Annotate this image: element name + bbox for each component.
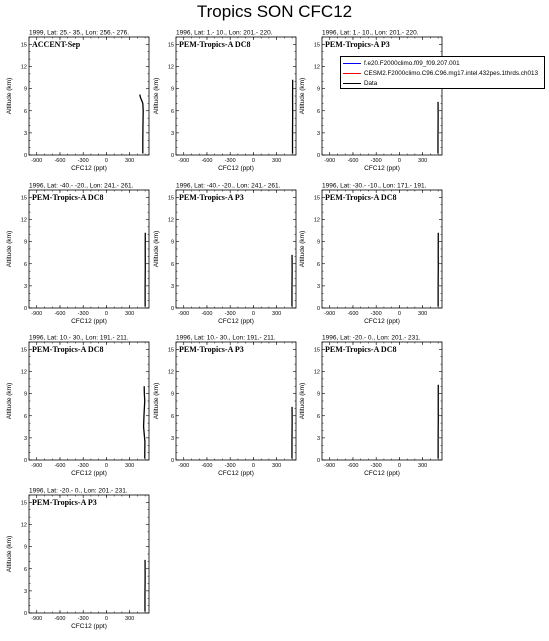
legend-swatch <box>343 73 361 74</box>
x-tick-label: -900 <box>324 158 336 164</box>
x-axis-label: CFC12 (ppt) <box>71 165 107 172</box>
plot-frame <box>322 342 442 460</box>
x-axis-label: CFC12 (ppt) <box>218 470 254 477</box>
x-tick-label: 0 <box>251 158 255 164</box>
y-tick-label: 3 <box>23 588 27 595</box>
y-axis-label: Altitude (km) <box>299 230 306 268</box>
panel-title: 1996, Lat: -40.- -20., Lon: 241.- 261. <box>176 182 281 190</box>
x-tick-label: -300 <box>77 616 89 622</box>
legend-item <box>343 58 460 68</box>
y-tick-label: 15 <box>313 347 320 354</box>
y-tick-label: 6 <box>316 261 320 268</box>
y-tick-label: 3 <box>170 283 174 290</box>
x-tick-label: -900 <box>31 616 43 622</box>
y-tick-label: 3 <box>316 283 320 290</box>
y-axis-label: Altitude (km) <box>6 230 13 268</box>
series-line <box>144 386 145 458</box>
legend-label: f.e20.F2000climo.f09_f09.207.001 <box>364 59 460 67</box>
y-tick-label: 15 <box>313 195 320 202</box>
y-tick-label: 6 <box>316 108 320 115</box>
x-tick-label: 300 <box>125 616 135 622</box>
y-tick-label: 9 <box>170 239 174 246</box>
plot-frame <box>322 190 442 308</box>
y-tick-label: 9 <box>23 239 27 246</box>
y-tick-label: 15 <box>313 42 320 49</box>
x-tick-label: -600 <box>54 311 66 317</box>
x-tick-label: 300 <box>125 158 135 164</box>
y-axis-label: Altitude (km) <box>299 77 306 115</box>
x-tick-label: 0 <box>104 616 108 622</box>
panel-title: 1996, Lat: 10.- 30., Lon: 191.- 211. <box>176 334 276 342</box>
y-tick-label: 6 <box>170 261 174 268</box>
x-axis-label: CFC12 (ppt) <box>71 318 107 325</box>
y-tick-label: 9 <box>170 391 174 398</box>
y-tick-label: 12 <box>313 369 320 376</box>
panel-title: 1996, Lat: 10.- 30., Lon: 191.- 211. <box>29 334 129 342</box>
x-tick-label: 300 <box>272 158 282 164</box>
y-axis-label: Altitude (km) <box>299 382 306 420</box>
x-tick-label: -300 <box>77 463 89 469</box>
y-tick-label: 15 <box>20 42 27 49</box>
y-tick-label: 3 <box>170 130 174 137</box>
x-axis-label: CFC12 (ppt) <box>364 470 400 477</box>
panel-label: PEM-Tropics-A P3 <box>32 498 97 507</box>
y-tick-label: 12 <box>167 217 174 224</box>
plot-frame <box>29 495 149 613</box>
x-tick-label: 300 <box>272 463 282 469</box>
x-tick-label: -300 <box>370 463 382 469</box>
x-tick-label: -600 <box>201 463 213 469</box>
panel-title: 1996, Lat: 1.- 10., Lon: 201.- 220. <box>322 29 419 37</box>
x-tick-label: 0 <box>104 158 108 164</box>
chart-legend <box>340 56 545 89</box>
panel-label: PEM-Tropics-A DC8 <box>325 345 397 354</box>
y-tick-label: 9 <box>316 391 320 398</box>
y-tick-label: 3 <box>170 435 174 442</box>
y-axis-label: Altitude (km) <box>153 77 160 115</box>
y-tick-label: 9 <box>170 86 174 93</box>
x-tick-label: -600 <box>54 463 66 469</box>
x-tick-label: -900 <box>31 463 43 469</box>
x-tick-label: -300 <box>77 311 89 317</box>
x-tick-label: -600 <box>201 158 213 164</box>
x-tick-label: -900 <box>31 158 43 164</box>
x-tick-label: -300 <box>77 158 89 164</box>
y-tick-label: 3 <box>23 283 27 290</box>
panel-label: PEM-Tropics-A DC8 <box>179 40 251 49</box>
panel-title: 1996, Lat: -20.- 0., Lon: 201.- 231. <box>29 487 128 495</box>
panel-label: PEM-Tropics-A DC8 <box>32 345 104 354</box>
y-tick-label: 12 <box>313 217 320 224</box>
x-tick-label: -900 <box>178 311 190 317</box>
x-tick-label: -300 <box>224 463 236 469</box>
x-tick-label: 0 <box>397 158 401 164</box>
y-tick-label: 12 <box>20 369 27 376</box>
y-tick-label: 6 <box>23 566 27 573</box>
y-tick-label: 15 <box>167 42 174 49</box>
x-tick-label: 300 <box>418 463 428 469</box>
panel-title: 1996, Lat: 1.- 10., Lon: 201.- 220. <box>176 29 273 37</box>
chart-panel <box>6 30 149 173</box>
x-tick-label: 0 <box>397 463 401 469</box>
x-tick-label: -300 <box>370 158 382 164</box>
legend-label: Data <box>364 79 378 87</box>
y-tick-label: 0 <box>316 153 320 159</box>
y-axis-label: Altitude (km) <box>6 382 13 420</box>
page-title: Tropics SON CFC12 <box>196 2 353 21</box>
panel-label: PEM-Tropics-A P3 <box>325 40 390 49</box>
plot-frame <box>176 190 296 308</box>
y-tick-label: 0 <box>316 306 320 312</box>
chart-panel <box>6 488 149 631</box>
y-axis-label: Altitude (km) <box>6 535 13 573</box>
y-tick-label: 15 <box>167 195 174 202</box>
chart-panel <box>153 183 296 326</box>
y-tick-label: 12 <box>20 522 27 529</box>
y-tick-label: 9 <box>23 544 27 551</box>
x-tick-label: 300 <box>418 311 428 317</box>
x-tick-label: -900 <box>178 158 190 164</box>
y-tick-label: 3 <box>23 435 27 442</box>
panel-label: PEM-Tropics-A P3 <box>179 193 244 202</box>
plot-frame <box>176 342 296 460</box>
x-tick-label: -600 <box>347 463 359 469</box>
x-tick-label: -900 <box>324 311 336 317</box>
y-tick-label: 0 <box>23 306 27 312</box>
y-tick-label: 12 <box>20 217 27 224</box>
y-tick-label: 9 <box>23 391 27 398</box>
y-tick-label: 0 <box>170 153 174 159</box>
x-tick-label: 0 <box>251 311 255 317</box>
y-tick-label: 3 <box>316 435 320 442</box>
y-tick-label: 0 <box>170 458 174 464</box>
x-tick-label: -900 <box>31 311 43 317</box>
x-axis-label: CFC12 (ppt) <box>218 165 254 172</box>
x-tick-label: 300 <box>418 158 428 164</box>
y-tick-label: 12 <box>20 64 27 71</box>
x-axis-label: CFC12 (ppt) <box>218 318 254 325</box>
y-tick-label: 12 <box>313 64 320 71</box>
panel-title: 1996, Lat: -40.- -20., Lon: 241.- 261. <box>29 182 134 190</box>
y-tick-label: 9 <box>316 86 320 93</box>
x-axis-label: CFC12 (ppt) <box>71 470 107 477</box>
x-tick-label: -600 <box>347 311 359 317</box>
x-tick-label: 0 <box>251 463 255 469</box>
x-tick-label: -300 <box>224 311 236 317</box>
y-tick-label: 6 <box>170 413 174 420</box>
x-tick-label: -600 <box>201 311 213 317</box>
series-line <box>140 95 143 154</box>
x-tick-label: -600 <box>54 616 66 622</box>
y-tick-label: 3 <box>23 130 27 137</box>
chart-panel <box>299 30 442 173</box>
panel-title: 1999, Lat: 25.- 35., Lon: 256.- 276. <box>29 29 130 37</box>
x-tick-label: 0 <box>104 311 108 317</box>
y-tick-label: 15 <box>20 195 27 202</box>
chart-panel <box>153 30 296 173</box>
y-tick-label: 15 <box>167 347 174 354</box>
plot-frame <box>176 37 296 155</box>
chart-panel <box>153 335 296 478</box>
panel-label: PEM-Tropics-A DC8 <box>325 193 397 202</box>
y-tick-label: 3 <box>316 130 320 137</box>
chart-panel <box>299 335 442 478</box>
y-tick-label: 6 <box>170 108 174 115</box>
y-tick-label: 12 <box>167 64 174 71</box>
x-axis-label: CFC12 (ppt) <box>364 318 400 325</box>
plot-frame <box>322 37 442 155</box>
panel-label: PEM-Tropics-A P3 <box>179 345 244 354</box>
y-axis-label: Altitude (km) <box>153 230 160 268</box>
y-tick-label: 0 <box>23 611 27 617</box>
legend-item <box>343 78 377 88</box>
legend-item <box>343 68 538 78</box>
legend-label: CESM2.F2000climo.C96.C96.mg17.intel.432pes.1thrds.ch013 <box>364 69 538 77</box>
plot-frame <box>29 342 149 460</box>
x-tick-label: -300 <box>224 158 236 164</box>
y-tick-label: 0 <box>316 458 320 464</box>
y-tick-label: 0 <box>170 306 174 312</box>
x-tick-label: 300 <box>125 311 135 317</box>
y-tick-label: 0 <box>23 153 27 159</box>
y-tick-label: 6 <box>23 261 27 268</box>
y-tick-label: 15 <box>20 500 27 507</box>
plot-frame <box>29 190 149 308</box>
y-tick-label: 6 <box>23 108 27 115</box>
y-tick-label: 15 <box>20 347 27 354</box>
chart-panel <box>6 183 149 326</box>
x-axis-label: CFC12 (ppt) <box>71 623 107 630</box>
chart-panel <box>299 183 442 326</box>
chart-panel <box>6 335 149 478</box>
y-tick-label: 0 <box>23 458 27 464</box>
panel-title: 1996, Lat: -30.- -10., Lon: 171.- 191. <box>322 182 427 190</box>
y-tick-label: 9 <box>316 239 320 246</box>
legend-swatch <box>343 63 361 64</box>
x-tick-label: 0 <box>104 463 108 469</box>
y-axis-label: Altitude (km) <box>153 382 160 420</box>
x-tick-label: -600 <box>54 158 66 164</box>
legend-swatch <box>343 83 361 84</box>
y-tick-label: 9 <box>23 86 27 93</box>
x-tick-label: -300 <box>370 311 382 317</box>
panel-label: PEM-Tropics-A DC8 <box>32 193 104 202</box>
x-tick-label: 300 <box>272 311 282 317</box>
x-tick-label: 0 <box>397 311 401 317</box>
y-axis-label: Altitude (km) <box>6 77 13 115</box>
x-axis-label: CFC12 (ppt) <box>364 165 400 172</box>
x-tick-label: -600 <box>347 158 359 164</box>
x-tick-label: -900 <box>178 463 190 469</box>
y-tick-label: 6 <box>23 413 27 420</box>
x-tick-label: -900 <box>324 463 336 469</box>
x-tick-label: 300 <box>125 463 135 469</box>
plot-frame <box>29 37 149 155</box>
panel-title: 1996, Lat: -20.- 0., Lon: 201.- 231. <box>322 334 421 342</box>
y-tick-label: 6 <box>316 413 320 420</box>
panel-label: ACCENT-Sep <box>32 40 81 49</box>
y-tick-label: 12 <box>167 369 174 376</box>
